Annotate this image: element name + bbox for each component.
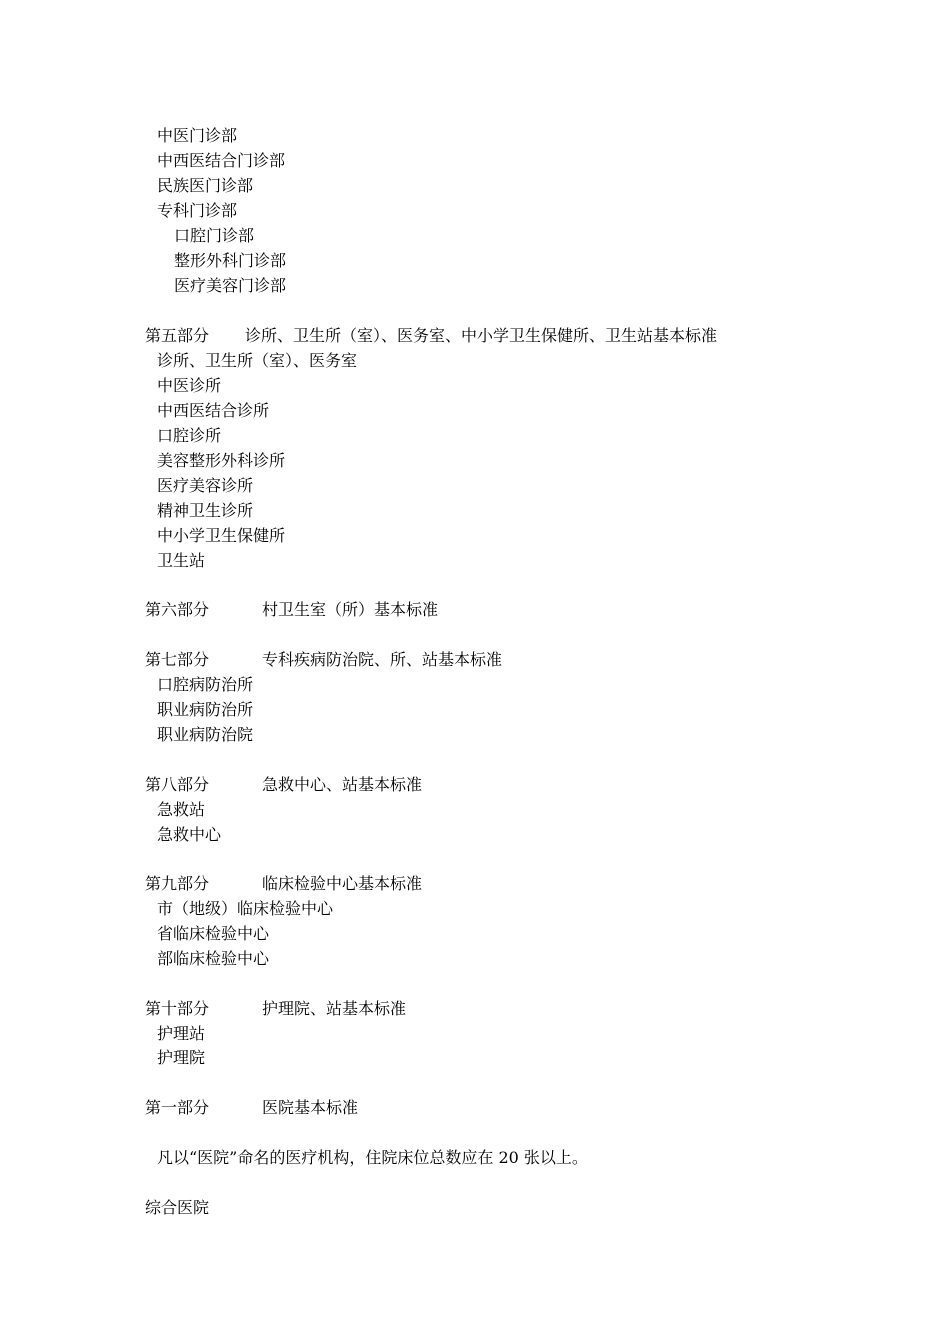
list-item: 美容整形外科诊所 xyxy=(157,451,286,470)
list-item: 职业病防治院 xyxy=(157,725,254,744)
list-item: 口腔病防治所 xyxy=(157,675,254,694)
list-sub-item: 医疗美容门诊部 xyxy=(174,276,287,295)
list-item: 护理院 xyxy=(157,1048,206,1067)
section-number: 第七部分 xyxy=(145,650,210,669)
section-number: 第十部分 xyxy=(145,999,210,1018)
body-paragraph: 凡以“医院”命名的医疗机构，住院床位总数应在 20 张以上。 xyxy=(157,1148,588,1167)
section-title: 临床检验中心基本标准 xyxy=(262,874,423,893)
list-item: 急救站 xyxy=(157,800,206,819)
subsection-heading: 综合医院 xyxy=(145,1198,210,1217)
list-item: 卫生站 xyxy=(157,551,206,570)
section-heading-part5 xyxy=(145,323,718,348)
list-sub-item: 口腔门诊部 xyxy=(174,226,255,245)
section-heading-part9 xyxy=(145,871,423,896)
section-number: 第九部分 xyxy=(145,874,210,893)
list-item: 中小学卫生保健所 xyxy=(157,526,286,545)
section-number: 第八部分 xyxy=(145,775,210,794)
section-title: 专科疾病防治院、所、站基本标准 xyxy=(262,650,503,669)
section-title: 护理院、站基本标准 xyxy=(262,999,407,1018)
section-number: 第一部分 xyxy=(145,1098,210,1117)
list-item: 中西医结合诊所 xyxy=(157,401,270,420)
list-item: 市（地级）临床检验中心 xyxy=(157,899,334,918)
section-heading-part1 xyxy=(145,1095,359,1120)
section-heading-part8 xyxy=(145,772,423,797)
list-sub-item: 整形外科门诊部 xyxy=(174,251,287,270)
list-item: 诊所、卫生所（室）、医务室 xyxy=(157,351,358,370)
section-number: 第六部分 xyxy=(145,600,210,619)
list-item: 职业病防治所 xyxy=(157,700,254,719)
list-item: 省临床检验中心 xyxy=(157,924,270,943)
section-title: 医院基本标准 xyxy=(262,1098,359,1117)
list-item: 专科门诊部 xyxy=(157,201,238,220)
list-item: 精神卫生诊所 xyxy=(157,501,254,520)
list-item: 护理站 xyxy=(157,1024,206,1043)
section-title: 村卫生室（所）基本标准 xyxy=(262,600,439,619)
section-heading-part6 xyxy=(145,597,439,622)
list-item: 医疗美容诊所 xyxy=(157,476,254,495)
list-item: 口腔诊所 xyxy=(157,426,222,445)
list-item: 中西医结合门诊部 xyxy=(157,151,286,170)
section-heading-part10 xyxy=(145,996,407,1021)
list-item: 部临床检验中心 xyxy=(157,949,270,968)
section-number: 第五部分 xyxy=(145,326,210,345)
list-item: 中医诊所 xyxy=(157,376,222,395)
list-item: 急救中心 xyxy=(157,825,222,844)
list-item: 民族医门诊部 xyxy=(157,176,254,195)
section-heading-part7 xyxy=(145,647,503,672)
section-title: 急救中心、站基本标准 xyxy=(262,775,423,794)
section-title: 诊所、卫生所（室）、医务室、中小学卫生保健所、卫生站基本标准 xyxy=(245,326,718,345)
list-item: 中医门诊部 xyxy=(157,126,238,145)
